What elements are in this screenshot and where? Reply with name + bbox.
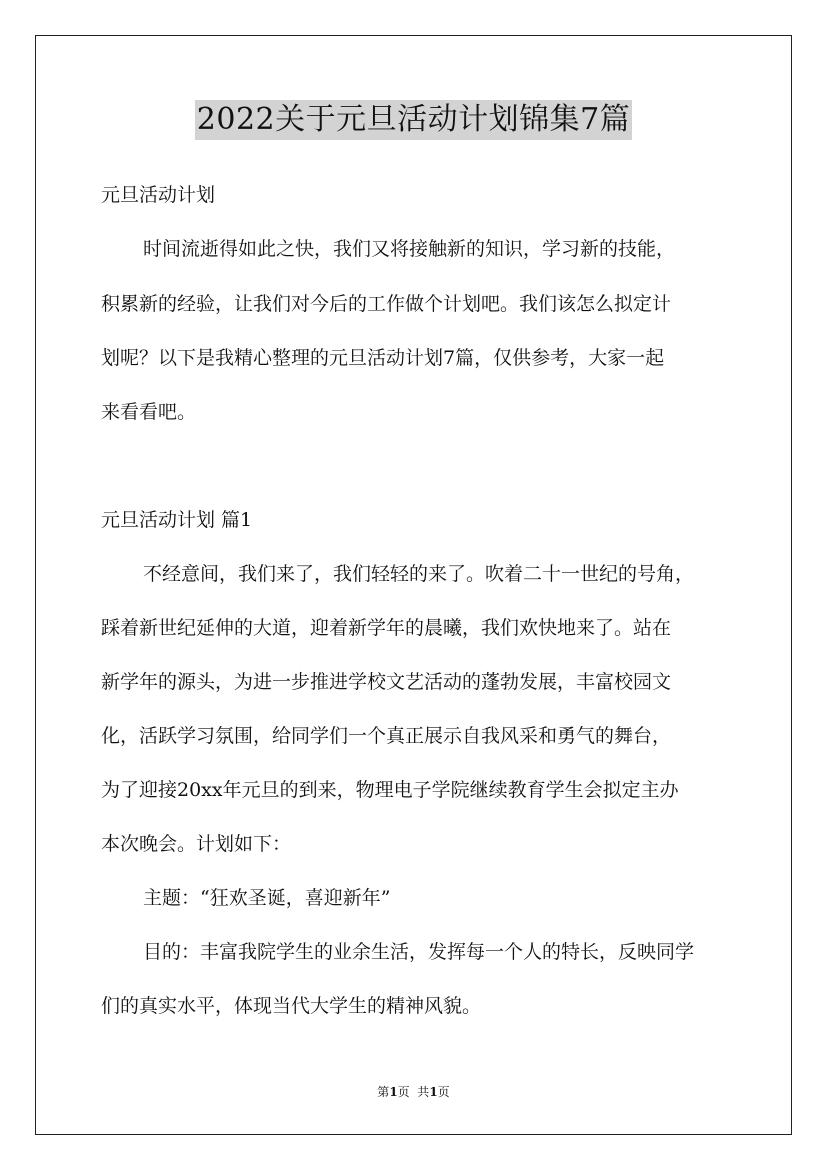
paragraph-line: 目的：丰富我院学生的业余生活，发挥每一个人的特长，反映同学 [143,941,695,963]
footer-total-pages: 1 [429,1085,438,1099]
footer-suffix: 页 [437,1085,450,1099]
footer-mid: 页 共 [397,1085,430,1099]
footer-page-number: 1 [389,1085,398,1099]
document-title: 2022关于元旦活动计划锦集7篇 [195,100,632,140]
paragraph-line: 化，活跃学习氛围，给同学们一个真正展示自我风采和勇气的舞台， [101,725,672,747]
section-heading: 元旦活动计划 [101,184,216,206]
title-container [0,100,827,140]
section-heading: 元旦活动计划 篇1 [101,509,253,531]
paragraph-line: 们的真实水平，体现当代大学生的精神风貌。 [101,995,482,1017]
page-footer [0,1084,827,1100]
paragraph-line: 主题：“狂欢圣诞，喜迎新年” [143,887,391,909]
paragraph-line: 积累新的经验，让我们对今后的工作做个计划吧。我们该怎么拟定计 [101,293,672,315]
paragraph-line: 本次晚会。计划如下： [101,833,292,855]
paragraph-line: 为了迎接20xx年元旦的到来，物理电子学院继续教育学生会拟定主办 [101,779,679,801]
paragraph-line: 划呢？以下是我精心整理的元旦活动计划7篇，仅供参考，大家一起 [101,347,665,369]
footer-prefix: 第 [377,1085,390,1099]
paragraph-line: 时间流逝得如此之快，我们又将接触新的知识，学习新的技能， [143,238,676,260]
paragraph-line: 新学年的源头，为进一步推进学校文艺活动的蓬勃发展，丰富校园文 [101,671,672,693]
paragraph-line: 不经意间，我们来了，我们轻轻的来了。吹着二十一世纪的号角， [143,563,695,585]
paragraph-line: 来看看吧。 [101,401,197,423]
paragraph-line: 踩着新世纪延伸的大道，迎着新学年的晨曦，我们欢快地来了。站在 [101,617,672,639]
